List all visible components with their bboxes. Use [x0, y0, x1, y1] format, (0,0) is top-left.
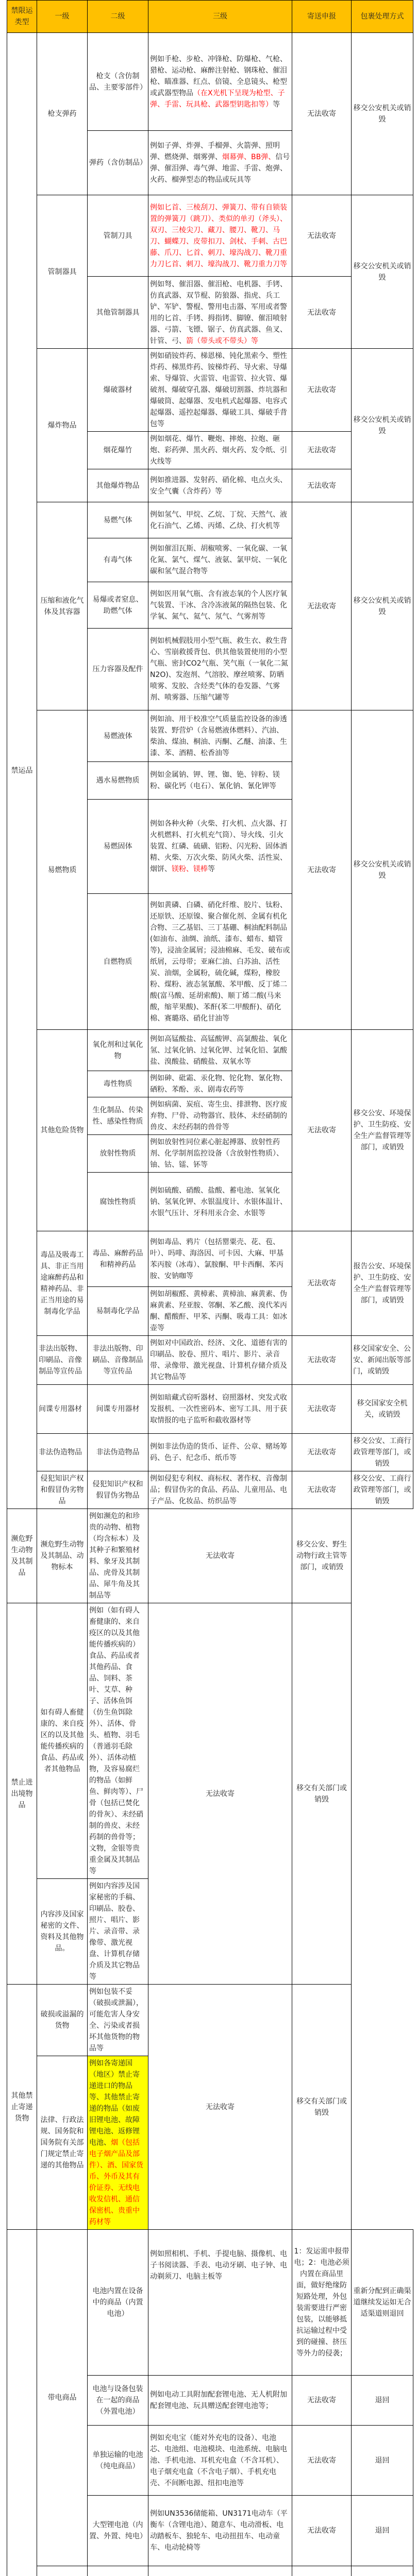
table-row	[7, 1434, 413, 1471]
l3-cell: 例如硝铵炸药、梯恩梯、钝化黑索今、塑性炸药、梯黑炸药、铵梯炸药、导火索、导爆索、导爆管、火雷管、电雷管、拉火管、爆破剂、爆破穿孔器、爆破切割器、炸坑器和爆破筒、起爆器、发电机式起爆器、电容式起爆器、遥控起爆器、爆破工具、爆破手背包等	[148, 349, 292, 432]
table-row	[7, 2566, 413, 2576]
declare-cell: 无法收寄	[292, 1434, 352, 1471]
l3-cell: 例如胡椒醛、黄樟素、黄樟油、麻黄素、伪麻黄素、羟亚胺、邻酮、苯乙酸、溴代苯丙酮、醋酸酐、甲苯、丙酮、吸毒工具：如冰壶等	[148, 1287, 292, 1336]
l1-cell: 带电商品	[37, 2230, 88, 2566]
l2-cell: 压力容器及配件	[88, 629, 148, 710]
table-row	[7, 349, 413, 432]
l2-cell: 爆破器材	[88, 349, 148, 432]
l2-cell: 非法出版物、印刷品、音像制品等宣传品	[88, 1336, 148, 1385]
table-row	[7, 502, 413, 538]
declare-cell: 无法收寄	[292, 1231, 352, 1336]
l1-cell: 非法伪造物品	[37, 1434, 88, 1471]
declare-cell: 无法收寄	[292, 2376, 352, 2426]
l3-cell	[148, 2566, 292, 2576]
l3-cell: 例如氢气、甲烷、乙烷、丁烷、天然气、液化石油气、乙烯、丙烯、乙炔、打火机等	[148, 502, 292, 538]
handling-cell: 重新分配到正确渠道继续发运如无合适渠道则退回	[352, 2230, 413, 2376]
l2-cell: 易燃气体	[88, 502, 148, 538]
l1-cell: 侵犯知识产权和假冒伪劣物品	[37, 1471, 88, 1509]
l3-cell: 例如电动工具附加配套锂电池、无人机附加配套锂电池、玩具赠送配套锂电池等；	[148, 2376, 292, 2426]
handling-cell: 移交公安机关或销毁	[352, 349, 413, 502]
l3-cell: 例如包装不妥（破损或泄漏），可能危害人身安全、污染或者损坏其他货物的物品等	[88, 1985, 148, 2056]
handling-cell: 移交公安机关或销毁	[352, 710, 413, 1030]
l3-cell: 例如砷、砒霜、汞化物、铊化物、氰化物、硒粉、苯酚、汞、剧毒农药等	[148, 1071, 292, 1097]
l2-cell: 其他爆炸物品	[88, 469, 148, 502]
l2-cell: 电池与设备包装在一起的商品（外置电池）	[88, 2376, 148, 2426]
handling-cell: 移交公安、野生动物行政主管等部门，或销毁	[292, 1509, 352, 1603]
l1-cell: 其他禁止寄递货物	[7, 1985, 37, 2230]
declare-cell: 无法收寄	[148, 1509, 292, 1603]
l3-cell: 例如内容涉及国家秘密的手稿、印刷品、胶卷、照片、唱片、影片、录音带、录像带、激光视盘、计算机存储介质及其它物品等	[88, 1879, 148, 1985]
declare-cell: 无法收寄	[292, 710, 352, 1030]
l3-cell: 例如充电宝（能对外充电的设备）、电池芯、电池组、电池模块、电池系统、电脑电池、手机电池、耳机充电盒（不含耳机）、电子烟充电盒（不含电子烟）、手机充电壳、不间断电源、纽扣电池等	[148, 2426, 292, 2496]
l1-cell: 管制器具	[37, 195, 88, 349]
table-row	[7, 1603, 413, 1879]
l2-cell: 生化制品、传染性、感染性物质	[88, 1097, 148, 1135]
l3-cell: 例如匕首、三棱刮刀、弹簧刀、带有自锁装置的弹簧刀（跳刀）、类似的单刃（斧头）、双刃、三棱尖刀、藏刀、腰刀、靴刀、马刀、蝴蝶刀、皮带扣刀、剑杖、手刺、古巴藤、爪刀、匕首、刺刀、壕沟战刀、靴刀重力刀匕首、刺刀、壕沟战刀、靴刀重力刀等	[148, 195, 292, 277]
l2-cell: 放射性物质	[88, 1135, 148, 1173]
l1-cell: 濒危野生动物及其制品	[7, 1509, 37, 1603]
declare-cell: 1：发运需申报带电；2：电池必须内置在商品里面，做好绝缘防短路处理，外包装需要进行严密包装，以能够抵抗运输过程中受到的碰撞、挤压等外力的侵袭；	[292, 2230, 352, 2376]
declare-cell: 无法收寄	[292, 1030, 352, 1231]
l3-cell: 例如烟花、爆竹、鞭炮、摔炮、拉炮、砸炮、彩药弹、黑火药、烟火药、发令纸、引火线等	[148, 432, 292, 469]
l2-cell: 侵犯知识产权和假冒伪劣物品	[88, 1471, 148, 1509]
l2-cell: 毒性物质	[88, 1071, 148, 1097]
declare-cell: 无法收寄	[292, 1385, 352, 1434]
l2-cell: 易制毒化学品	[88, 1287, 148, 1336]
l3-cell: 例如子弹、炸弹、手榴弹、火箭弹、照明弹、燃烧弹、烟雾弹、烟幕弹、BB弹、信号弹、催泪弹、毒气弹、地雷、手雷、炮弹、火药、榴弹型态的物品或玩具等	[148, 131, 292, 195]
handling-cell: 移交公安机关或销毁	[352, 33, 413, 195]
l3-cell: 例如濒危的和珍贵的动物、植物（均含标本）及其种子和繁殖材料、象牙及其制品、虎骨及其制品、犀牛角及其制品等	[88, 1509, 148, 1603]
l2-cell: 法律、行政法规、国务院和国务院有关部门规定禁止寄递的其他物品	[37, 2056, 88, 2230]
table-header-row	[7, 1, 413, 33]
type-restricted	[7, 2230, 37, 2576]
l3-cell: 例如弩、催泪器、催泪枪、电机器、手铐、仿真武器、双节棍、防狼器、指虎、兵工铲、军铲、警棍、警用电击器、军用或者警用的匕首、手铐、拇指铐、脚镣、催泪喷射器、弓箭、飞镖、锯子、仿真武器、鱼叉、针管、弓、箭（带头或不带头）等	[148, 277, 292, 349]
handling-cell: 移交有关部门或销毁	[292, 1603, 352, 1985]
handling-cell: 退回	[352, 2496, 413, 2566]
l2-cell	[88, 2566, 148, 2576]
table-row	[7, 1385, 413, 1434]
table-row	[7, 1030, 413, 1071]
declare-cell: 无法收寄	[292, 1336, 352, 1385]
handling-cell: 移交公安机关或销毁	[352, 502, 413, 710]
declare-cell: 无法收寄	[292, 432, 352, 469]
type-prohibited: 禁运品	[7, 33, 37, 1509]
declare-cell: 无法收寄	[292, 277, 352, 349]
l3-cell: 例如推进器、发射药、硝化棉、电点火头、安全气囊（含炸药）等	[148, 469, 292, 502]
header-handling: 包裹处理方式	[352, 1, 413, 33]
handling-cell: 移交公安、工商行政管理等部门，或销毁	[352, 1471, 413, 1509]
declare-cell: 无法收寄	[292, 1471, 352, 1509]
table-row	[7, 33, 413, 131]
l3-cell: 例如照相机、手机、手提电脑、摄像机、电子书阅读器、手表、电动牙刷、电子钟、电动剃须刀、电脑主板等	[148, 2230, 292, 2376]
declare-cell: 无法收寄	[292, 502, 352, 710]
l2-cell: 易爆或者窒息、助燃气体	[88, 582, 148, 629]
l3-cell: 例如非法伪造的货币、证件、公章、赌场筹码、色子、纪念币、纸币等	[148, 1434, 292, 1471]
handling-cell: 移交有关部门或销毁	[292, 1985, 352, 2230]
l3-cell: 例如金属钠、钾、锂、铷、铯、锌粉、镁粉、碳化钙（电石）、氰化钠、氰化钾等	[148, 762, 292, 800]
l2-cell: 大型锂电池（内置、外置、纯电）	[88, 2496, 148, 2566]
l1-cell: 压缩和液化气体及其容器	[37, 502, 88, 710]
declare-cell: 无法收寄	[148, 1985, 292, 2230]
l2-cell: 管制刀具	[88, 195, 148, 277]
l2-cell: 自燃物质	[88, 894, 148, 1030]
handling-cell: 移交公安、环境保护、卫生防疫、安全生产监督管理等部门，或销毁	[352, 1030, 413, 1231]
l3-cell: 例如放射性同位素心脏起搏器、放射性药剂、化学制剂监控设备（含放射性物质）、铀、钴、镭、钚等	[148, 1135, 292, 1173]
l1-cell: 间谍专用器材	[37, 1385, 88, 1434]
l2-cell: 电池内置在设备中的商品（内置电池）	[88, 2230, 148, 2376]
l3-cell: 例如侵犯专利权、商标权、著作权、音像制品；假冒伪劣的食品、药品、儿童用品、电子产品、化妆品、纺织品等	[148, 1471, 292, 1509]
handling-cell: 移交国家安全机关，或销毁	[352, 1385, 413, 1434]
l2-cell: 氧化剂和过氧化物	[88, 1030, 148, 1071]
table-row	[7, 1471, 413, 1509]
l3-cell: 例如油、用于校准空气质量监控设备的渗透装置、野营炉（含易燃液体燃料）、汽油、柴油、煤油、桐油、丙酮、乙醚、油漆、生漆、苯、酒精、松香油等	[148, 710, 292, 762]
table-row	[7, 1231, 413, 1287]
l3-cell: 例如高锰酸盐、高锰酸钾、高氯酸盐、氧化氢、过氧化钠、过氧化钾、过氧化铅、氯酸盐、溴酸盐、硝酸盐、双氧水等	[148, 1030, 292, 1071]
declare-cell: 无法收寄	[292, 195, 352, 277]
l3-cell: 例如UN3536储能箱、UN3171电动车（平衡车（含锂电池）、随意车、电动滑板、电动踏板车、独轮车、电动扭扭车、电动童车、电动轮椅等	[148, 2496, 292, 2566]
l3-cell-highlighted: 例如各寄递国（地区）禁止寄递进口的物品等、其他禁止寄递的物品（如废旧锂电池、故障锂电池、返修锂电池、烟（包括电子烟产品及部件）、酒、国家货币、外币及其有价证券、无线电收发信机、通信保密机、贵重中药材等	[88, 2056, 148, 2230]
l2-cell: 如有碍人畜健康的、来自疫区的以及其他能传播疾病的食品、药品或者其他物品	[37, 1603, 88, 1879]
l3-cell: 例如病菌、炭疽、寄生虫、排泄物、医疗废弃物、尸骨、动物器官、肢体、未经硝制的兽皮、未经药制的兽骨等	[148, 1097, 292, 1135]
l2-cell: 腐蚀性物质	[88, 1173, 148, 1231]
l2-cell: 非法伪造物品	[88, 1434, 148, 1471]
l2-cell: 其他管制器具	[88, 277, 148, 349]
l2-cell: 有毒气体	[88, 538, 148, 582]
l2-cell: 破损或溢漏的货物	[37, 1985, 88, 2056]
handling-cell: 报告公安、环境保护、卫生防疫、安全生产监督管理等部门，或销毁	[352, 1231, 413, 1336]
declare-cell: 无法收寄	[148, 1603, 292, 1985]
handling-cell: 退回	[352, 2426, 413, 2496]
l3-cell: 例如催泪瓦斯、胡椒喷雾、一氧化碳、一氧化氮、氯气、煤气、液氨、氯甲烷、一氧化碳和氢气混合物等	[148, 538, 292, 582]
handling-cell: 移交公安机关或销毁	[352, 195, 413, 349]
l2-cell: 烟花爆竹	[88, 432, 148, 469]
table-row	[7, 2230, 413, 2376]
l1-cell: 毒品及吸毒工具、非正当用途麻醉药品和精神药品、非正当用途的易制毒化学品	[37, 1231, 88, 1336]
declare-cell	[292, 2566, 352, 2576]
l3-cell: 例如硫酸、硝酸、盐酸、蓄电池、氢氧化钠、氢氧化钾、水银温度计、水银体温计、水银气压计、牙科用汞合金、水银等	[148, 1173, 292, 1231]
l2-cell: 间谍专用器材	[88, 1385, 148, 1434]
l3-cell: 例如各种火种（火柴、打火机、点火器、打火机燃料、打火机充气筒）、导火线、引火装置、红磷、硫磺、铝粉、闪光粉、固体酒精、火柴、万次火柴、防风火柴、活性炭、烟饼、镁粉、镁棒等	[148, 800, 292, 894]
l2-cell: 濒危野生动物及其制品、动物标本	[37, 1509, 88, 1603]
l3-cell: 例如对中国政治、经济、文化、道德有害的印刷品、胶卷、照片、唱片、影片、录音带、录像带、激光视盘、计算机存储介质及其它物品等	[148, 1336, 292, 1385]
l3-cell: 例如手枪、步枪、冲锋枪、防爆枪、气枪、猎枪、运动枪、麻醉注射枪、钢珠枪、催泪枪、瞄准器、红点、倍镜、全息镜头、枪型或武器型物品（在X光机下呈现为枪型、子弹、手雷、玩具枪、武器型钥匙扣等）等	[148, 33, 292, 131]
l1-cell: 禁止进出境物品	[7, 1603, 37, 1985]
l1-cell: 易燃物质	[37, 710, 88, 1030]
l3-cell: 例如暗藏式窃听器材、窃照器材、突发式收发报机、一次性密码本、密写工具、用于获取情报的电子监听和截收器材等	[148, 1385, 292, 1434]
l2-cell: 易燃固体	[88, 800, 148, 894]
l2-cell: 易燃液体	[88, 710, 148, 762]
prohibited-items-table	[7, 0, 413, 2576]
declare-cell: 无法收寄	[292, 349, 352, 432]
header-type: 禁限运类型	[7, 1, 37, 33]
handling-cell	[352, 2566, 413, 2576]
l1-cell: 爆炸物品	[37, 349, 88, 502]
l2-cell: 毒品、麻醉药品和精神药品	[88, 1231, 148, 1287]
table-row	[7, 1509, 413, 1603]
l1-cell: 枪支弹药	[37, 33, 88, 195]
l1-cell	[37, 2566, 88, 2576]
l3-cell: 例如（如有碍人畜健康的、来自疫区的以及其他能传播疾病的）食品、药品或者其他药品、食品、饲料、茶叶、艾草、种子、活体鱼饵（仿生鱼饵除外）、活体、骨头、植物、羽毛（普通羽毛除外）、活体动植物，及容易腐烂的物品（如鲜鱼、鲜肉等）、尸骨（包括已焚化的骨灰）、未经硝制的兽皮、未经药制的兽骨等；文物，金银等贵重金属及其制品等	[88, 1603, 148, 1879]
declare-cell: 无法收寄	[292, 469, 352, 502]
l2-cell: 遇水易燃物质	[88, 762, 148, 800]
l2-cell: 弹药（含仿制品）	[88, 131, 148, 195]
table-row	[7, 1985, 413, 2056]
declare-cell: 无法收寄	[292, 33, 352, 195]
l3-cell: 例如黄磷、白磷、硝化纤维、胶片、钛粉、还原铁、还原镍、聚合催化剂、金属有机化合物、三乙基铝、三丁基硼、桐油配料制品(如油布、油绸、油纸、漆布、蜡布、蜡管等)，浸油金属屑；浸油棉麻、毛发、破布或纸屑，云母带；亚麻仁油、白苏油、活性炭、油烟，金属粉，硫化碱，煤粉，橡胶粉、煤粉、液态氢氰酸、苯甲酸、反丁烯二酸(富马酸、延胡索酸)、顺丁烯二酸(马来酸，缩苹果酸)、苯酐(苯二甲酸酐)、硝化棉、赛璐珞、硝化甘油等	[148, 894, 292, 1030]
l3-cell: 例如医用氧气瓶、含有液态氧的个人医疗氧气装置、干冰、含冷冻液氮的隔热包装、化学氧、氮气、氦气、氖气、气雾剂等	[148, 582, 292, 629]
l1-cell: 其他危险货物	[37, 1030, 88, 1231]
handling-cell: 移交国家安全、公安、新闻出版等部门，或销毁	[352, 1336, 413, 1385]
handling-cell: 退回	[352, 2376, 413, 2426]
l3-cell: 例如机械假肢用小型气瓶、救生衣、救生背心、雪崩救援背包、供其他装置使用的小型气瓶、密封CO2气瓶、笑气瓶（一氧化二氮N2O)、发泡剂、气溶胶、摩丝喷雾、防晒喷雾、发胶、含烃类气体的卷发器、气雾剂、喷雾器、压缩气罐等	[148, 629, 292, 710]
l3-cell: 例如毒品、鸦片（包括罂粟壳、花、苞、叶）、吗啡、海洛因、可卡因、大麻、甲基苯丙胺（冰毒）、氯胺酮、甲卡西酮、苯丙胺、安钠咖等	[148, 1231, 292, 1287]
l1-cell: 非法出版物、印刷品、音像制品等宣传品	[37, 1336, 88, 1385]
l2-cell: 单独运输的电池（纯电商品）	[88, 2426, 148, 2496]
l2-cell: 内容涉及国家秘密的文件、资料及其他物品。	[37, 1879, 88, 1985]
declare-cell: 无法收寄	[292, 2426, 352, 2496]
header-declare: 寄送申报	[292, 1, 352, 33]
handling-cell: 移交公安、工商行政管理等部门，或销毁	[352, 1434, 413, 1471]
declare-cell: 无法收寄	[292, 2496, 352, 2566]
table-row	[7, 1336, 413, 1385]
table-row	[7, 710, 413, 762]
header-level1: 一级	[37, 1, 88, 33]
table-row	[7, 195, 413, 277]
header-level2: 二级	[88, 1, 148, 33]
l2-cell: 枪支（含仿制品、主要零部件）	[88, 33, 148, 131]
header-level3: 三级	[148, 1, 292, 33]
